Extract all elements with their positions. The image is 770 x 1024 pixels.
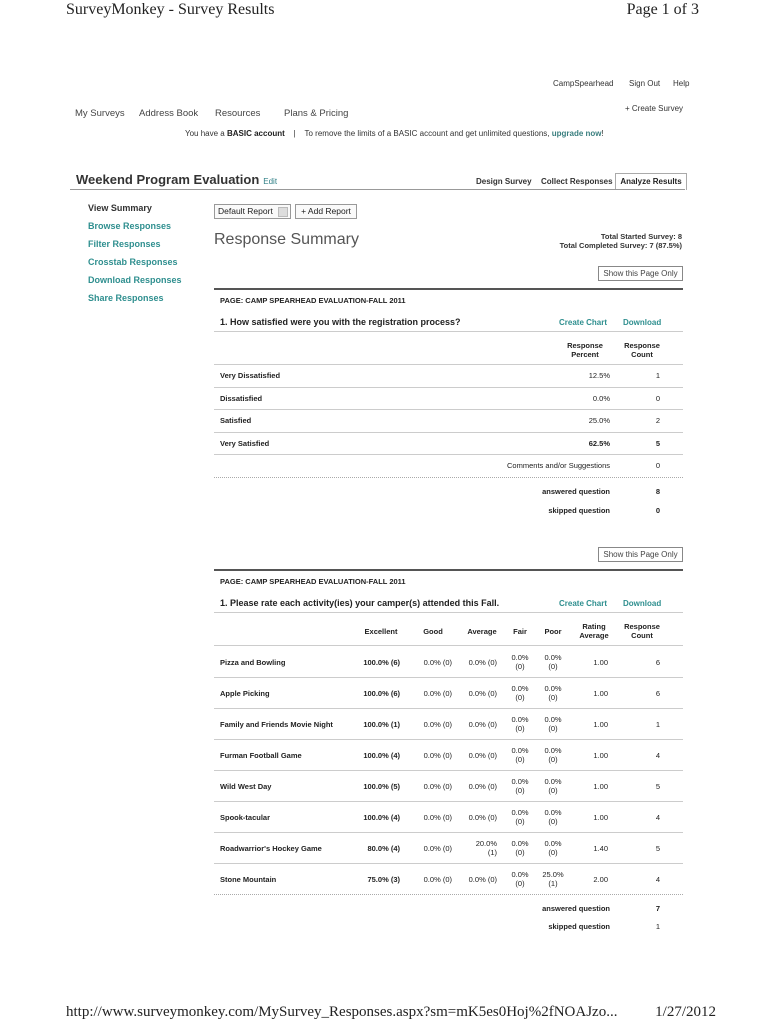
- dropdown-icon: [278, 207, 288, 217]
- response-count-cell: 5: [655, 782, 660, 791]
- nav-resources[interactable]: Resources: [215, 108, 261, 119]
- help-link[interactable]: Help: [673, 79, 690, 88]
- average-cell: 0.0% (0): [468, 782, 497, 791]
- upgrade-link[interactable]: upgrade now: [551, 129, 602, 138]
- account-notice: You have a BASIC account | To remove the limits of a BASIC account and get unlimited questions, upgrade now!: [185, 129, 604, 138]
- poor-cell: 0.0%: [544, 684, 562, 693]
- response-count-cell: 1: [655, 720, 660, 729]
- print-header-title: SurveyMonkey - Survey Results: [66, 1, 275, 18]
- nav-my-surveys[interactable]: My Surveys: [75, 108, 125, 119]
- poor-cell: 0.0%: [544, 653, 562, 662]
- rating-average-cell: 2.00: [593, 875, 608, 884]
- fair-cell: 0.0%: [511, 777, 529, 786]
- col-poor: Poor: [544, 627, 562, 636]
- response-count-cell: 6: [655, 689, 660, 698]
- tabs-divider: [70, 189, 685, 190]
- response-percent: 0.0%: [592, 393, 610, 403]
- activity-label: Roadwarrior's Hockey Game: [220, 844, 322, 853]
- print-footer-date: 1/27/2012: [655, 1004, 716, 1020]
- poor-cell: (0): [548, 724, 558, 733]
- poor-cell: (0): [548, 817, 558, 826]
- row-divider: [214, 894, 683, 895]
- response-count: 5: [655, 438, 660, 448]
- sidebar-item-download-responses[interactable]: Download Responses: [88, 275, 182, 285]
- row-divider: [214, 409, 683, 410]
- poor-cell: (0): [548, 693, 558, 702]
- section-divider: [214, 288, 683, 290]
- header-divider: [214, 645, 683, 646]
- sidebar-item-crosstab-responses[interactable]: Crosstab Responses: [88, 257, 178, 267]
- average-cell: (1): [487, 848, 497, 857]
- excellent-cell: 80.0% (4): [367, 844, 400, 853]
- activity-label: Pizza and Bowling: [220, 658, 286, 667]
- fair-cell: (0): [515, 817, 525, 826]
- answered-label: answered question: [542, 904, 610, 913]
- fair-cell: (0): [515, 693, 525, 702]
- response-count-cell: 4: [655, 751, 660, 760]
- col-rating-average: Rating Average: [579, 622, 609, 640]
- comments-link[interactable]: Comments and/or Suggestions: [507, 461, 610, 470]
- excellent-cell: 100.0% (5): [363, 782, 400, 791]
- row-divider: [214, 454, 683, 455]
- good-cell: 0.0% (0): [423, 813, 452, 822]
- sidebar-item-view-summary[interactable]: View Summary: [88, 203, 152, 213]
- response-count: 0: [655, 393, 660, 403]
- create-survey-link[interactable]: + Create Survey: [625, 104, 684, 113]
- answer-label: Dissatisfied: [220, 393, 263, 403]
- excellent-cell: 75.0% (3): [367, 875, 400, 884]
- row-divider: [214, 739, 683, 740]
- poor-cell: 0.0%: [544, 715, 562, 724]
- poor-cell: (0): [548, 786, 558, 795]
- fair-cell: (0): [515, 786, 525, 795]
- tab-collect-responses[interactable]: Collect Responses: [541, 177, 613, 186]
- average-cell: 20.0%: [475, 839, 497, 848]
- rating-average-cell: 1.00: [593, 658, 608, 667]
- row-divider: [214, 432, 683, 433]
- sidebar-item-share-responses[interactable]: Share Responses: [88, 293, 164, 303]
- fair-cell: 0.0%: [511, 808, 529, 817]
- row-divider: [214, 801, 683, 802]
- response-percent: 25.0%: [588, 416, 610, 425]
- fair-cell: (0): [515, 879, 525, 888]
- row-divider: [214, 708, 683, 709]
- poor-cell: 0.0%: [544, 839, 562, 848]
- activity-label: Family and Friends Movie Night: [220, 720, 333, 729]
- sign-out-link[interactable]: Sign Out: [629, 79, 661, 88]
- excellent-cell: 100.0% (6): [363, 689, 400, 698]
- poor-cell: 0.0%: [544, 746, 562, 755]
- fair-cell: 0.0%: [511, 715, 529, 724]
- create-chart-link[interactable]: Create Chart: [559, 599, 608, 608]
- poor-cell: 0.0%: [544, 808, 562, 817]
- average-cell: 0.0% (0): [468, 658, 497, 667]
- question-title: 1. How satisfied were you with the registration process?: [220, 317, 461, 327]
- answer-label: Very Satisfied: [220, 438, 270, 448]
- comments-count: 0: [655, 461, 660, 470]
- good-cell: 0.0% (0): [423, 689, 452, 698]
- col-response-percent: Response Percent: [567, 341, 603, 359]
- fair-cell: 0.0%: [511, 684, 529, 693]
- good-cell: 0.0% (0): [423, 844, 452, 853]
- add-report-button[interactable]: + Add Report: [295, 204, 357, 219]
- header-divider: [214, 364, 683, 365]
- response-count-cell: 6: [655, 658, 660, 667]
- activity-label: Apple Picking: [220, 689, 270, 698]
- rating-average-cell: 1.00: [593, 813, 608, 822]
- excellent-cell: 100.0% (1): [363, 720, 400, 729]
- create-chart-link[interactable]: Create Chart: [559, 318, 608, 327]
- edit-survey-link[interactable]: Edit: [263, 177, 278, 186]
- col-average: Average: [467, 627, 497, 636]
- fair-cell: 0.0%: [511, 746, 529, 755]
- poor-cell: 0.0%: [544, 777, 562, 786]
- response-summary-heading: Response Summary: [214, 231, 359, 248]
- nav-address-book[interactable]: Address Book: [139, 108, 199, 119]
- good-cell: 0.0% (0): [423, 720, 452, 729]
- response-percent: 62.5%: [588, 438, 610, 448]
- average-cell: 0.0% (0): [468, 751, 497, 760]
- fair-cell: (0): [515, 848, 525, 857]
- response-count-cell: 4: [655, 875, 660, 884]
- average-cell: 0.0% (0): [468, 720, 497, 729]
- skipped-label: skipped question: [548, 506, 610, 515]
- row-divider: [214, 770, 683, 771]
- average-cell: 0.0% (0): [468, 875, 497, 884]
- answered-label: answered question: [542, 487, 610, 496]
- poor-cell: (0): [548, 848, 558, 857]
- response-count-cell: 4: [655, 813, 660, 822]
- fair-cell: (0): [515, 662, 525, 671]
- tab-analyze-results[interactable]: Analyze Results: [615, 173, 687, 190]
- activity-label: Stone Mountain: [220, 875, 277, 884]
- answer-label: Satisfied: [220, 416, 252, 425]
- answered-count: 7: [655, 904, 660, 913]
- excellent-cell: 100.0% (4): [363, 813, 400, 822]
- col-excellent: Excellent: [364, 627, 398, 636]
- skipped-label: skipped question: [548, 922, 610, 931]
- good-cell: 0.0% (0): [423, 875, 452, 884]
- question-title: 1. Please rate each activity(ies) your camper(s) attended this Fall.: [220, 598, 500, 608]
- good-cell: 0.0% (0): [423, 782, 452, 791]
- fair-cell: 0.0%: [511, 653, 529, 662]
- excellent-cell: 100.0% (6): [363, 658, 400, 667]
- page-label: PAGE: CAMP SPEARHEAD EVALUATION-FALL 2011: [220, 296, 406, 305]
- excellent-cell: 100.0% (4): [363, 751, 400, 760]
- report-select[interactable]: Default Report: [214, 204, 291, 219]
- response-percent: 12.5%: [588, 371, 610, 380]
- rating-average-cell: 1.00: [593, 720, 608, 729]
- sidebar-item-browse-responses[interactable]: Browse Responses: [88, 221, 172, 231]
- average-cell: 0.0% (0): [468, 689, 497, 698]
- page-label: PAGE: CAMP SPEARHEAD EVALUATION-FALL 2011: [220, 577, 406, 586]
- row-divider: [214, 863, 683, 864]
- tab-design-survey[interactable]: Design Survey: [476, 177, 532, 186]
- poor-cell: (1): [548, 879, 558, 888]
- poor-cell: (0): [548, 662, 558, 671]
- average-cell: 0.0% (0): [468, 813, 497, 822]
- account-link[interactable]: CampSpearhead: [553, 79, 614, 88]
- fair-cell: (0): [515, 755, 525, 764]
- col-good: Good: [423, 627, 443, 636]
- answered-count: 8: [655, 487, 660, 496]
- rating-average-cell: 1.40: [593, 844, 608, 853]
- question-divider: [214, 612, 683, 613]
- rating-average-cell: 1.00: [593, 751, 608, 760]
- activity-label: Spook-tacular: [220, 813, 271, 822]
- skipped-count: 1: [655, 922, 660, 931]
- row-divider: [214, 677, 683, 678]
- row-divider: [214, 832, 683, 833]
- col-response-count: Response Count: [624, 341, 660, 359]
- rating-average-cell: 1.00: [593, 689, 608, 698]
- download-link[interactable]: Download: [623, 599, 662, 608]
- response-count: 1: [655, 371, 660, 380]
- row-divider: [214, 477, 683, 478]
- col-fair: Fair: [513, 627, 527, 636]
- sidebar-item-filter-responses[interactable]: Filter Responses: [88, 239, 161, 249]
- question-divider: [214, 331, 683, 332]
- section-divider: [214, 569, 683, 571]
- row-divider: [214, 387, 683, 388]
- response-count-cell: 5: [655, 844, 660, 853]
- survey-title: Weekend Program Evaluation Edit: [76, 172, 278, 187]
- show-page-only-button[interactable]: Show this Page Only: [598, 547, 683, 562]
- poor-cell: (0): [548, 755, 558, 764]
- activity-label: Furman Football Game: [220, 751, 302, 760]
- poor-cell: 25.0%: [542, 870, 564, 879]
- col-response-count: Response Count: [624, 622, 660, 640]
- skipped-count: 0: [655, 506, 660, 515]
- show-page-only-button[interactable]: Show this Page Only: [598, 266, 683, 281]
- download-link[interactable]: Download: [623, 318, 662, 327]
- total-completed: Total Completed Survey: 7 (87.5%): [559, 241, 682, 250]
- good-cell: 0.0% (0): [423, 751, 452, 760]
- nav-plans-pricing[interactable]: Plans & Pricing: [284, 108, 349, 119]
- rating-average-cell: 1.00: [593, 782, 608, 791]
- answer-label: Very Dissatisfied: [220, 371, 281, 380]
- print-footer-url: http://www.surveymonkey.com/MySurvey_Responses.aspx?sm=mK5es0Hoj%2fNOAJzo...: [66, 1004, 618, 1020]
- fair-cell: 0.0%: [511, 839, 529, 848]
- response-count: 2: [655, 416, 660, 425]
- fair-cell: (0): [515, 724, 525, 733]
- good-cell: 0.0% (0): [423, 658, 452, 667]
- activity-label: Wild West Day: [220, 782, 272, 791]
- fair-cell: 0.0%: [511, 870, 529, 879]
- print-page-number: Page 1 of 3: [626, 1, 699, 18]
- total-started: Total Started Survey: 8: [600, 232, 682, 241]
